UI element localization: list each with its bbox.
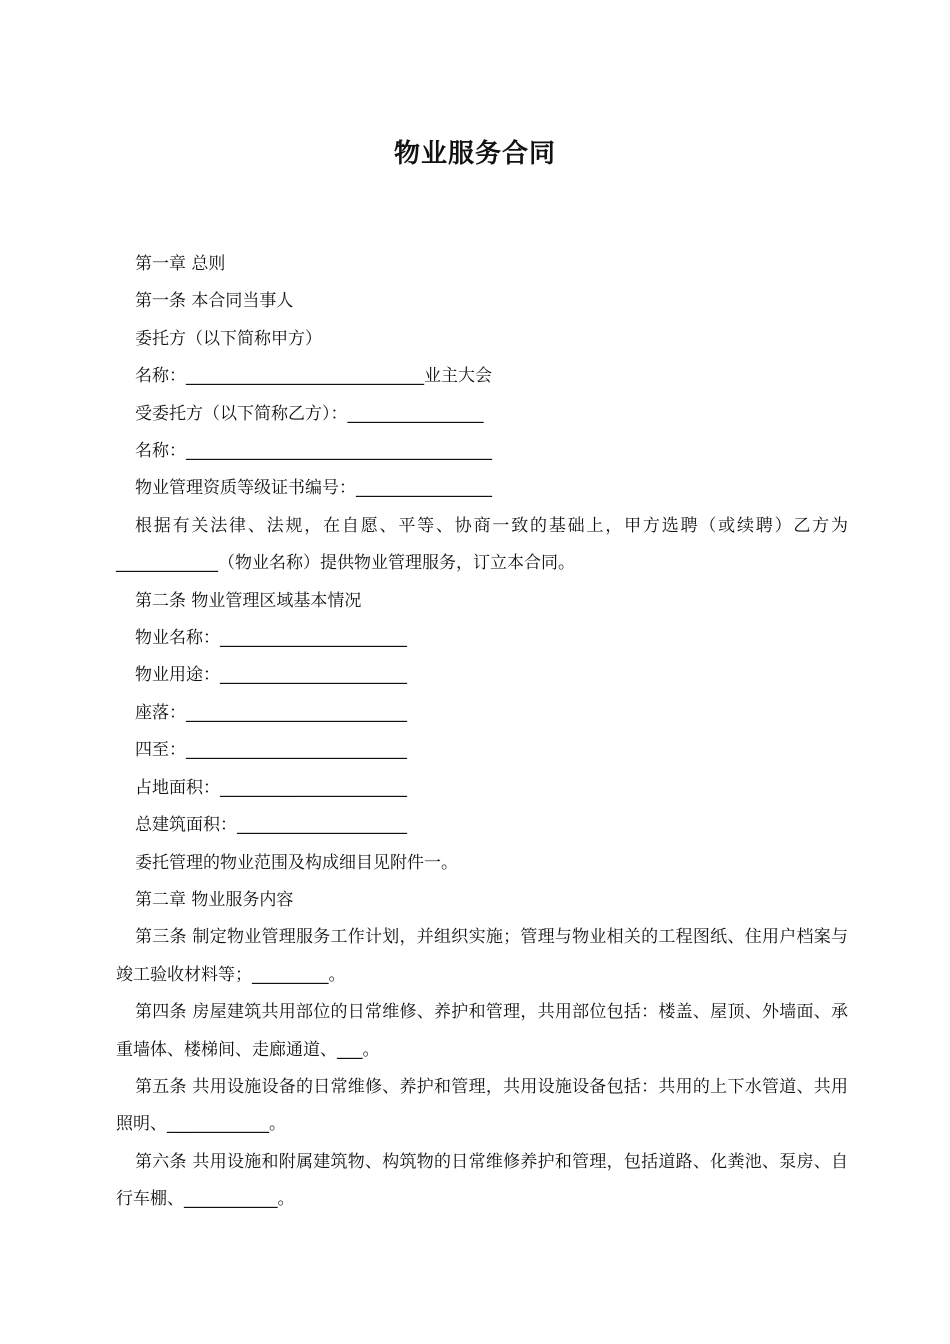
form-line: 座落：__________________________ [135,702,407,723]
paragraph: 委托管理的物业范围及构成细目见附件一。 [135,852,458,873]
paragraph: 委托方（以下简称甲方） [135,328,322,349]
form-line: 名称：____________________________________ [135,441,492,462]
chapter-heading: 第一章 总则 [135,254,226,274]
document-body [116,246,848,1219]
article-heading: 第一条 本合同当事人 [135,291,294,312]
paragraph: 第六条 共用设施和附属建筑物、构筑物的日常维修养护和管理，包括道路、化粪池、泵房、自行车棚、___________。 [116,1151,848,1210]
article-heading: 第二条 物业管理区域基本情况 [135,590,362,611]
paragraph: 第四条 房屋建筑共用部位的日常维修、养护和管理，共用部位包括：楼盖、屋顶、外墙面、承重墙体、楼梯间、走廊通道、___。 [116,1002,848,1060]
paragraph: 第五条 共用设施设备的日常维修、养护和管理，共用设施设备包括：共用的上下水管道、共用照明、____________。 [116,1076,848,1135]
paragraph: 第三条 制定物业管理服务工作计划，并组织实施；管理与物业相关的工程图纸、住用户档案与竣工验收材料等；_________。 [116,927,848,985]
form-line: 总建筑面积：____________________ [135,815,407,836]
form-line: 四至：__________________________ [135,740,407,761]
paragraph: 根据有关法律、法规，在自愿、平等、协商一致的基础上，甲方选聘（或续聘）乙方为____________（物业名称）提供物业管理服务，订立本合同。 [116,515,848,574]
form-line: 物业管理资质等级证书编号：________________ [135,478,492,499]
form-line: 物业名称：______________________ [135,628,407,649]
form-line: 名称：____________________________业主大会 [135,366,492,387]
document-title: 物业服务合同 [393,139,556,169]
form-line: 占地面积：______________________ [135,777,407,798]
form-line: 受委托方（以下简称乙方）：________________ [135,403,484,424]
chapter-heading: 第二章 物业服务内容 [135,889,294,910]
form-line: 物业用途：______________________ [135,665,407,686]
